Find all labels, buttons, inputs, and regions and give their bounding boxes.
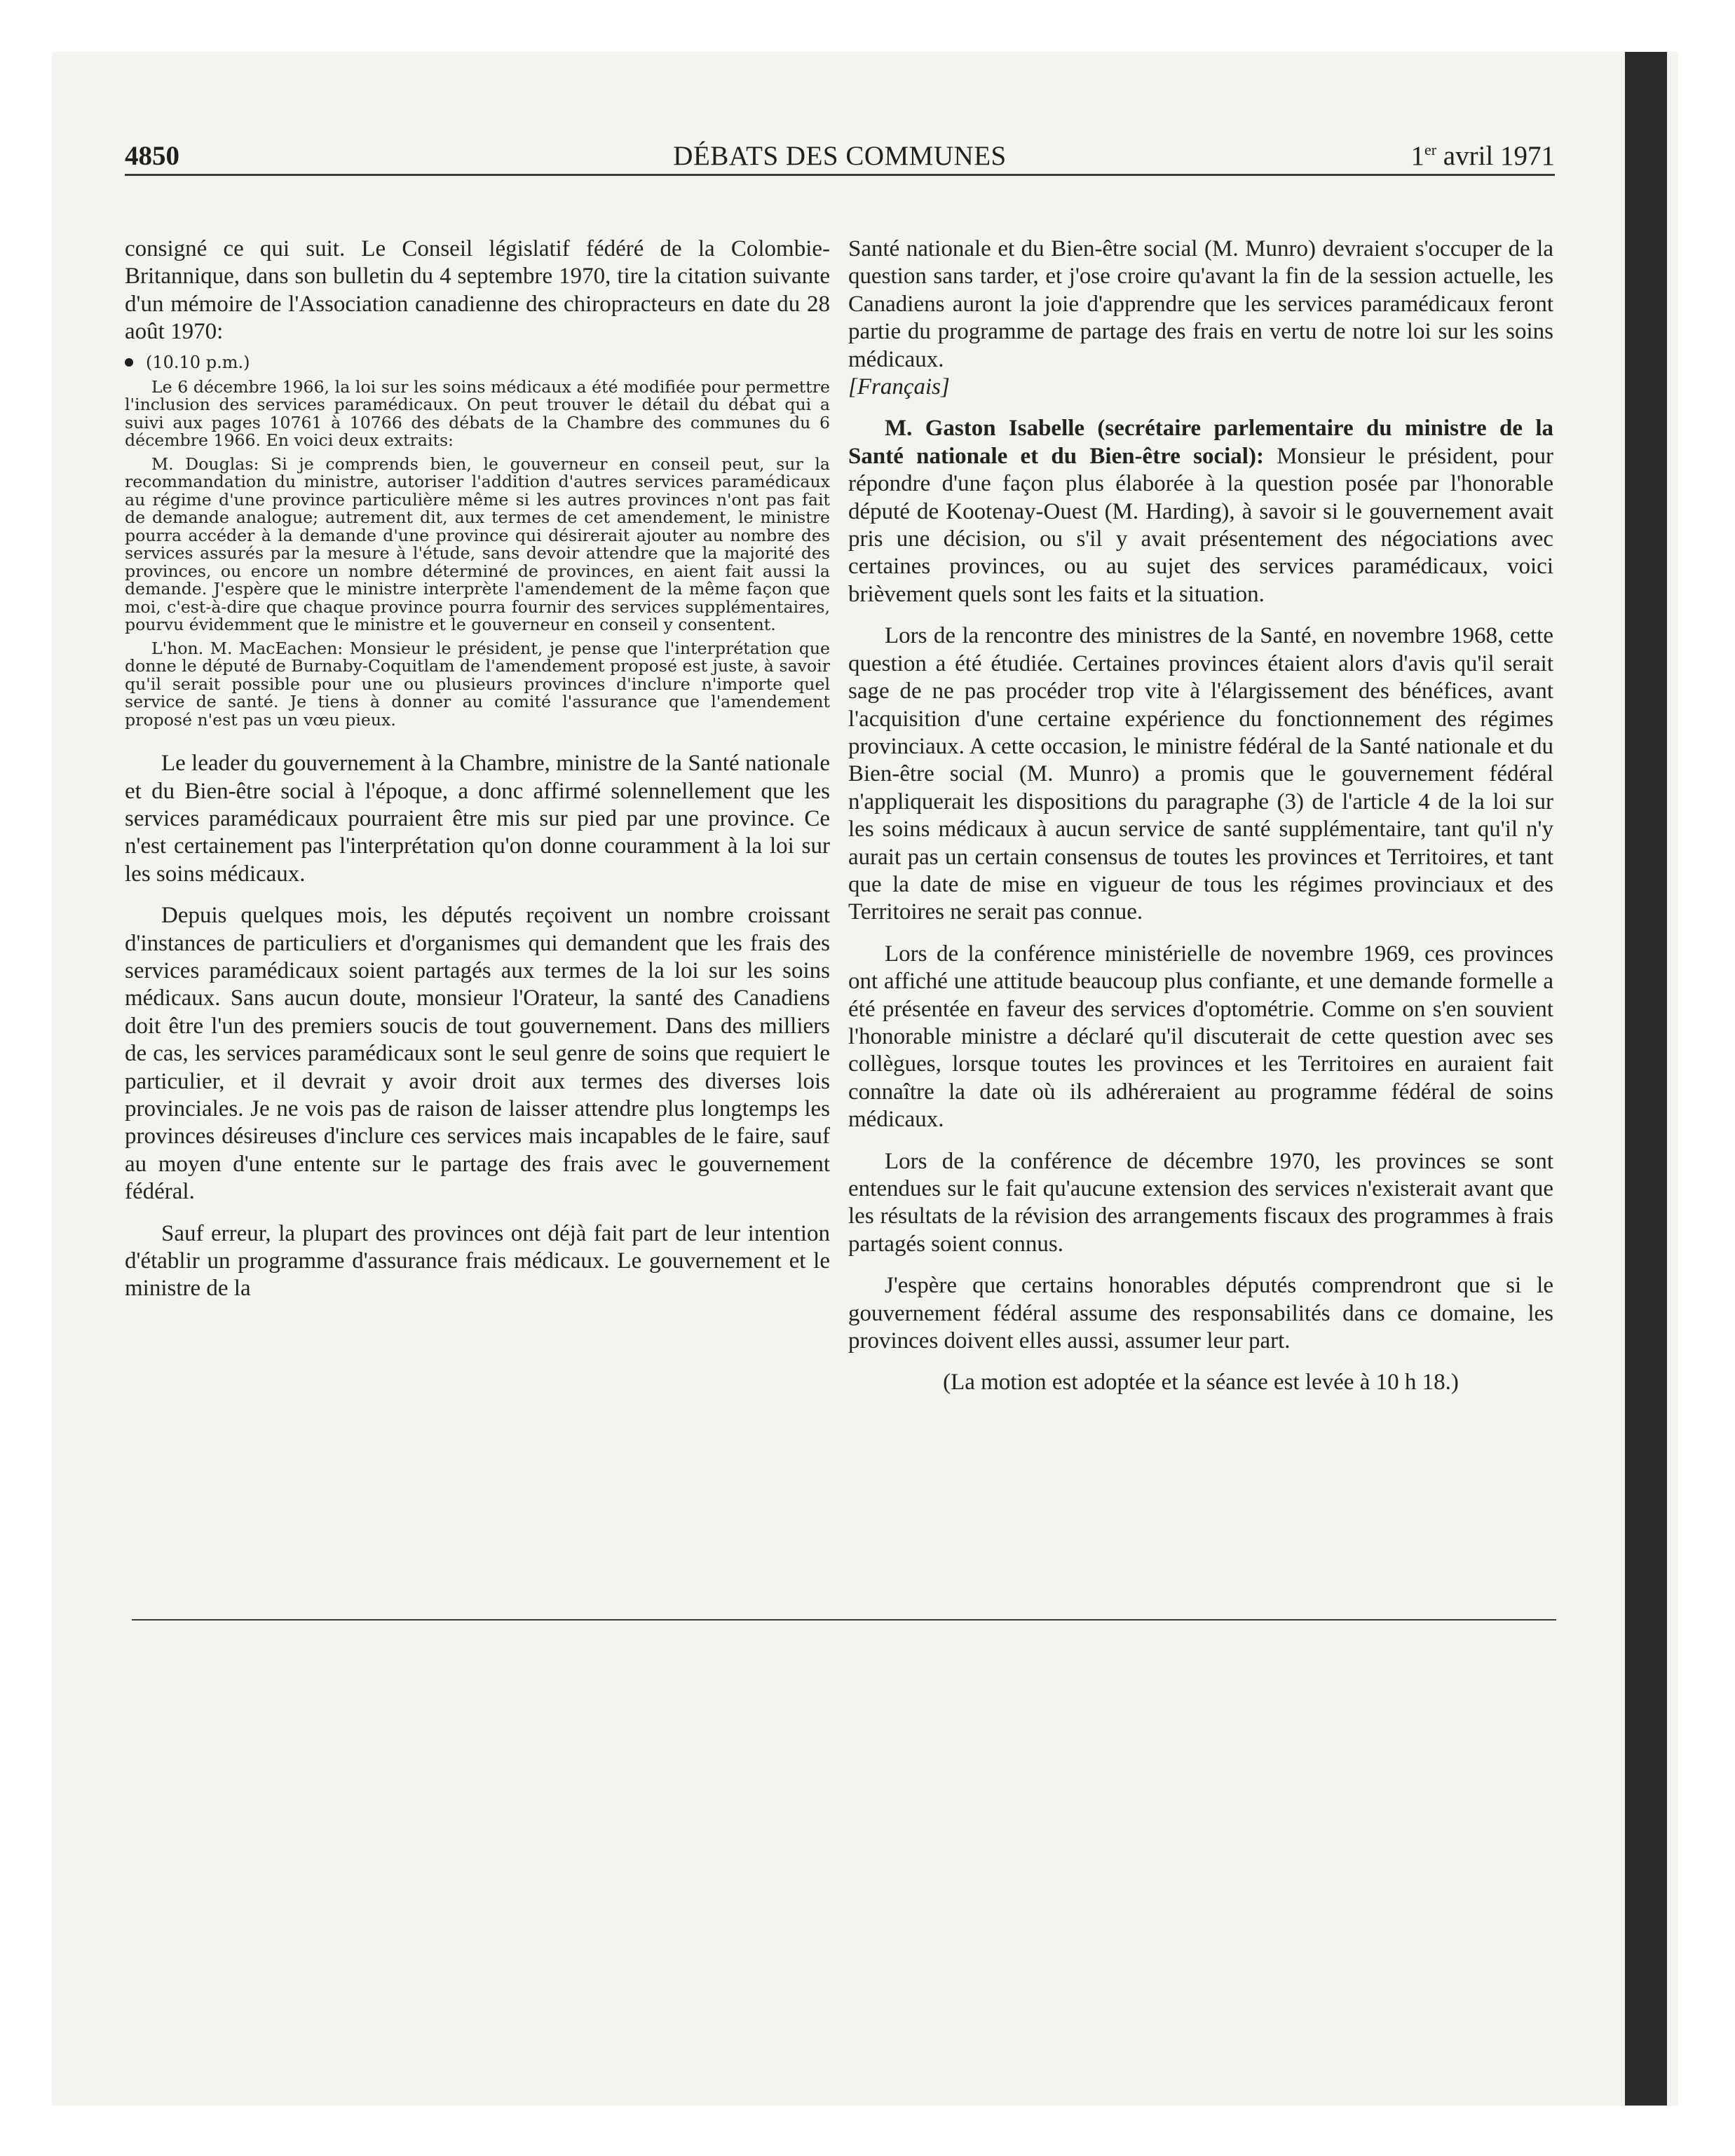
right-column bbox=[848, 236, 1553, 1397]
paragraph: Santé nationale et du Bien-être social (M. Munro) devraient s'occuper de la question sans tarder, et j'ose croire qu'avant la fin de la session actuelle, les Canadiens auront la joie d'apprendre que les services paramédicaux feront partie du programme de partage des frais en vertu de notre loi sur les soins médicaux. bbox=[848, 236, 1553, 372]
speech-text: Monsieur le président, pour répondre d'une façon plus élaborée à la question posée par l'honorable député de Kootenay-Ouest (M. Harding), à savoir si le gouvernement avait pris une décision, ou s'il y avait présentement des négociations avec certaines provinces, ou au sujet des services paramédicaux, voici brièvement quels sont les faits et la situation. bbox=[848, 443, 1554, 607]
date-suffix: er bbox=[1424, 141, 1437, 158]
paragraph: consigné ce qui suit. Le Conseil législatif fédéré de la Colombie-Britannique, dans son bulletin du 4 septembre 1970, tire la citation suivante d'un mémoire de l'Association canadienne des chiropracteurs en date du 28 août 1970: bbox=[125, 236, 830, 345]
speech-paragraph bbox=[848, 415, 1553, 608]
closing-note: (La motion est adoptée et la séance est levée à 10 h 18.) bbox=[943, 1370, 1459, 1396]
paragraph: Lors de la conférence ministérielle de novembre 1969, ces provinces ont affiché une attitude beaucoup plus confiante, et une demande formelle a été présentée en faveur des services d'optométrie. Comme on s'en souvient l'honorable ministre a déclaré qu'il discuterait de cette question avec ses collègues, lorsque toutes les provinces et les Territoires en auraient fait connaître la date où ils adhéreraient au programme fédéral de soins médicaux. bbox=[848, 941, 1553, 1133]
timestamp-text: (10.10 p.m.) bbox=[146, 352, 250, 372]
scan-edge-bar bbox=[1625, 52, 1667, 2106]
paragraph: Le leader du gouvernement à la Chambre, ministre de la Santé nationale et du Bien-être social à l'époque, a donc affirmé solennellement que les services paramédicaux pourraient être mis sur pied par une province. Ce n'est certainement pas l'interprétation qu'on donne couramment à la loi sur les soins médicaux. bbox=[125, 751, 830, 887]
page-header bbox=[125, 140, 1555, 177]
page-date bbox=[1410, 140, 1555, 172]
bullet-icon bbox=[125, 358, 133, 367]
journal-title: DÉBATS DES COMMUNES bbox=[673, 141, 1007, 171]
speaker-name: M. Gaston Isabelle (secrétaire parlementaire du ministre de la Santé nationale et du Bien-être social): bbox=[848, 416, 1553, 469]
left-column bbox=[125, 236, 830, 1303]
paragraph: Sauf erreur, la plupart des provinces ont déjà fait part de leur intention d'établir un programme d'assurance frais médicaux. Le gouvernement et le ministre de la bbox=[125, 1220, 830, 1302]
block-quote bbox=[125, 378, 830, 730]
paragraph: Lors de la conférence de décembre 1970, les provinces se sont entendues sur le fait qu'aucune extension des services n'existerait avant que les résultats de la révision des arrangements fiscaux des programmes à frais partagés soient connus. bbox=[848, 1148, 1553, 1257]
quote-paragraph: M. Douglas: Si je comprends bien, le gouverneur en conseil peut, sur la recommandation du ministre, autoriser l'addition d'autres services paramédicaux au régime d'une province particulière même si les autres provinces n'ont pas fait de demande analogue; autrement dit, aux termes de cet amendement, le ministre pourra accéder à la demande d'une province qui désirerait ajouter au nombre des services assurés par la mesure à l'étude, sans devoir attendre que la majorité des provinces, ou encore un nombre déterminé de provinces, en aient fait aussi la demande. J'espère que le ministre interprète l'amendement de la même façon que moi, c'est-à-dire que chaque province pourra fournir des services supplémentaires, pourvu évidemment que le ministre et le gouverneur en conseil y consentent. bbox=[125, 453, 830, 635]
paragraph: Lors de la rencontre des ministres de la Santé, en novembre 1968, cette question a été étudiée. Certaines provinces étaient alors d'avis qu'il serait sage de ne pas procéder trop vite à l'élargissement des bénéfices, avant l'acquisition d'une certaine expérience du fonctionnement des régimes provinciaux. A cette occasion, le ministre fédéral de la Santé nationale et du Bien-être social (M. Munro) a promis que le gouvernement fédéral n'appliquerait les dispositions du paragraphe (3) de l'article 4 de la loi sur les soins médicaux à aucun service de santé supplémentaire, tant qu'il n'y aurait pas un certain consensus de toutes les provinces et Territoires, et tant que la date de mise en vigueur de tous les régimes provinciaux et des Territoires ne serait pas connue. bbox=[848, 623, 1553, 925]
footer-rule bbox=[132, 1619, 1556, 1621]
date-rest: avril 1971 bbox=[1436, 141, 1555, 171]
date-day: 1 bbox=[1410, 141, 1424, 171]
header-rule bbox=[125, 174, 1555, 176]
timestamp bbox=[125, 352, 830, 373]
language-tag: [Français] bbox=[848, 374, 950, 400]
paragraph: J'espère que certains honorables députés comprendront que si le gouvernement fédéral assume des responsabilités dans ce domaine, les provinces doivent elles aussi, assumer leur part. bbox=[848, 1273, 1553, 1354]
quote-paragraph: L'hon. M. MacEachen: Monsieur le président, je pense que l'interprétation que donne le député de Burnaby-Coquitlam de l'amendement proposé est juste, à savoir qu'il serait possible pour une ou plusieurs provinces d'inclure n'importe quel service de santé. Je tiens à donner au comité l'assurance que l'amendement proposé n'est pas un vœu pieux. bbox=[125, 638, 830, 730]
page-number: 4850 bbox=[125, 141, 179, 171]
quote-paragraph: Le 6 décembre 1966, la loi sur les soins médicaux a été modifiée pour permettre l'inclusion des services paramédicaux. On peut trouver le détail du débat qui a suivi aux pages 10761 à 10766 des débats de la Chambre des communes du 6 décembre 1966. En voici deux extraits: bbox=[125, 376, 830, 451]
paragraph: Depuis quelques mois, les députés reçoivent un nombre croissant d'instances de particuliers et d'organismes qui demandent que les frais des services paramédicaux soient partagés aux termes de la loi sur les soins médicaux. Sans aucun doute, monsieur l'Orateur, la santé des Canadiens doit être l'un des premiers soucis de tout gouvernement. Dans des milliers de cas, les services paramédicaux sont le seul genre de soins que requiert le particulier, et il devrait y avoir droit aux termes des diverses lois provinciales. Je ne vois pas de raison de laisser attendre plus longtemps les provinces désireuses d'inclure ces services mais incapables de le faire, sauf au moyen d'une entente sur le partage des frais avec le gouvernement fédéral. bbox=[125, 903, 830, 1205]
